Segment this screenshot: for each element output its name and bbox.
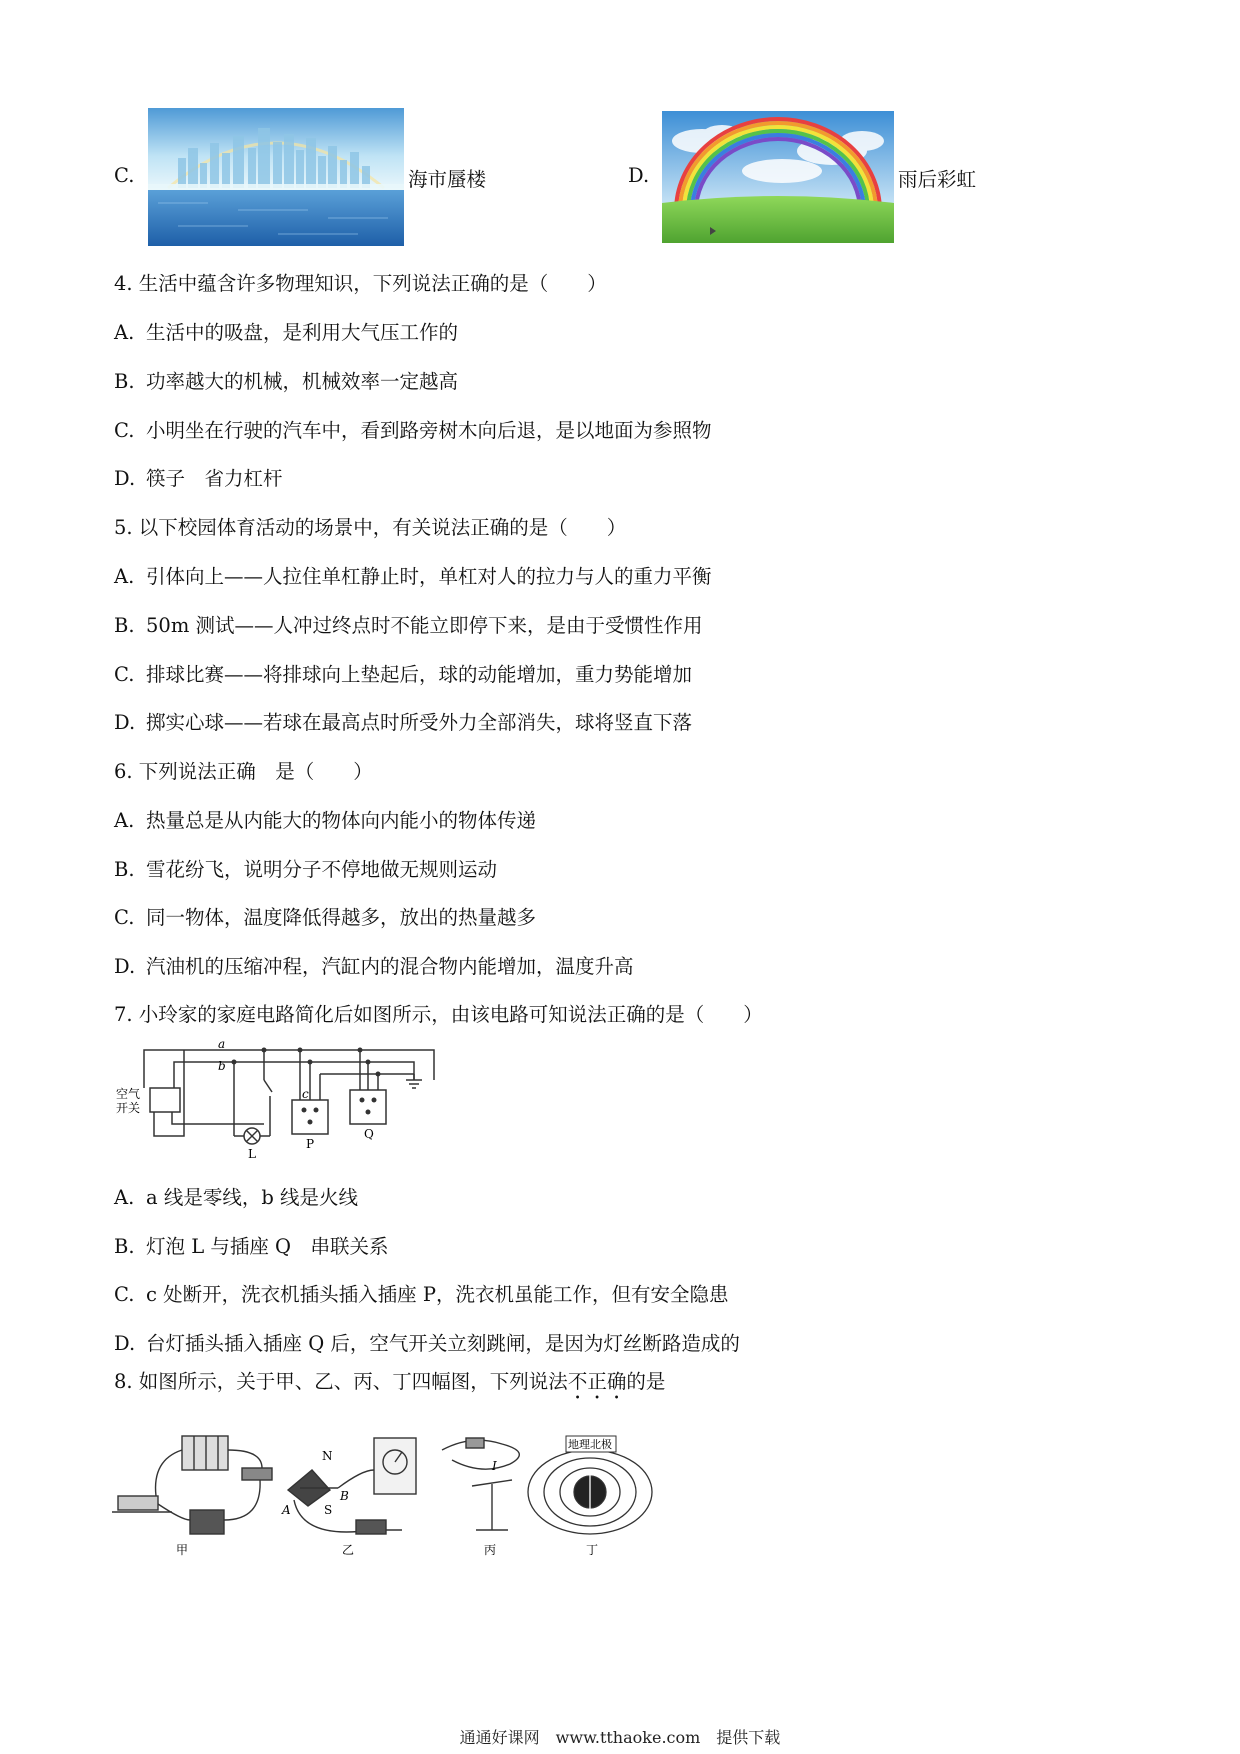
mirage-image: [148, 108, 404, 246]
question-4-stem: 4. 生活中蕴含许多物理知识，下列说法正确的是（ ）: [114, 272, 607, 295]
figure-ding-geomagnetic: [528, 1450, 652, 1534]
question-5-option-c: C. 排球比赛——将排球向上垫起后，球的动能增加，重力势能增加: [114, 663, 693, 686]
q3-option-d-label: D.: [628, 164, 650, 187]
figure-yi-b-label: B: [340, 1489, 349, 1503]
question-6-stem: 6. 下列说法正确 是（ ）: [114, 760, 373, 783]
figure-ding-label: 丁: [586, 1543, 599, 1557]
breaker-label-line-2: 开关: [116, 1101, 141, 1115]
wire-b-label: b: [218, 1059, 226, 1073]
q3-option-d-caption: 雨后彩虹: [898, 168, 977, 191]
household-circuit-diagram: [114, 1040, 444, 1164]
four-physics-figures: [112, 1430, 712, 1560]
question-7-option-b: B. 灯泡 L 与插座 Q 串联关系: [114, 1235, 389, 1258]
question-5-stem: 5. 以下校园体育活动的场景中，有关说法正确的是（ ）: [114, 516, 627, 539]
question-5-option-a: A. 引体向上——人拉住单杠静止时，单杠对人的拉力与人的重力平衡: [114, 565, 712, 588]
rainbow-image: [662, 111, 894, 243]
q3-option-c-caption: 海市蜃楼: [408, 168, 487, 191]
question-5-option-b: B. 50m 测试——人冲过终点时不能立即停下来，是由于受惯性作用: [114, 614, 703, 637]
question-4-option-a: A. 生活中的吸盘，是利用大气压工作的: [114, 321, 459, 344]
figure-yi-induction: [288, 1438, 416, 1534]
figure-jia-electromagnet: [112, 1436, 272, 1534]
figure-jia-label: 甲: [176, 1543, 189, 1557]
point-c-label: c: [302, 1087, 309, 1101]
figure-yi-a-label: A: [282, 1503, 291, 1517]
question-7-stem: 7. 小玲家的家庭电路简化后如图所示，由该电路可知说法正确的是（ ）: [114, 1003, 763, 1026]
breaker-label-line-1: 空气: [116, 1087, 141, 1101]
wire-a-label: a: [218, 1040, 226, 1051]
emphasis-not-correct: 不正确: [567, 1370, 627, 1393]
question-4-option-b: B. 功率越大的机械，机械效率一定越高: [114, 370, 459, 393]
question-6-option-c: C. 同一物体，温度降低得越多，放出的热量越多: [114, 906, 537, 929]
figure-ding-north-label: 地理北极: [568, 1438, 612, 1451]
figure-bing-oersted: [442, 1438, 519, 1530]
figure-yi-n-label: N: [322, 1449, 333, 1463]
figure-yi-s-label: S: [324, 1503, 333, 1517]
question-6-option-b: B. 雪花纷飞，说明分子不停地做无规则运动: [114, 858, 498, 881]
figure-bing-label: 丙: [484, 1543, 497, 1557]
figure-bing-current-label: I: [492, 1459, 497, 1473]
socket-q-label: Q: [364, 1127, 374, 1141]
question-4-option-d: D. 筷子 省力杠杆: [114, 467, 283, 490]
figure-yi-label: 乙: [342, 1543, 355, 1557]
question-7-option-a: A. a 线是零线，b 线是火线: [114, 1186, 359, 1209]
question-4-option-c: C. 小明坐在行驶的汽车中，看到路旁树木向后退，是以地面为参照物: [114, 419, 712, 442]
question-7-option-c: C. c 处断开，洗衣机插头插入插座 P，洗衣机虽能工作，但有安全隐患: [114, 1283, 729, 1306]
question-5-option-d: D. 掷实心球——若球在最高点时所受外力全部消失，球将竖直下落: [114, 711, 693, 734]
page-footer: 通通好课网 www.tthaoke.com 提供下载: [459, 1728, 781, 1747]
question-6-option-d: D. 汽油机的压缩冲程，汽缸内的混合物内能增加，温度升高: [114, 955, 634, 978]
lamp-l-label: L: [248, 1147, 256, 1161]
question-8-stem: 8. 如图所示，关于甲、乙、丙、丁四幅图，下列说法不正确的是: [114, 1370, 666, 1393]
socket-p-label: P: [306, 1137, 315, 1151]
question-6-option-a: A. 热量总是从内能大的物体向内能小的物体传递: [114, 809, 537, 832]
q3-option-c-label: C.: [114, 164, 135, 187]
question-7-option-d: D. 台灯插头插入插座 Q 后，空气开关立刻跳闸，是因为灯丝断路造成的: [114, 1332, 740, 1355]
